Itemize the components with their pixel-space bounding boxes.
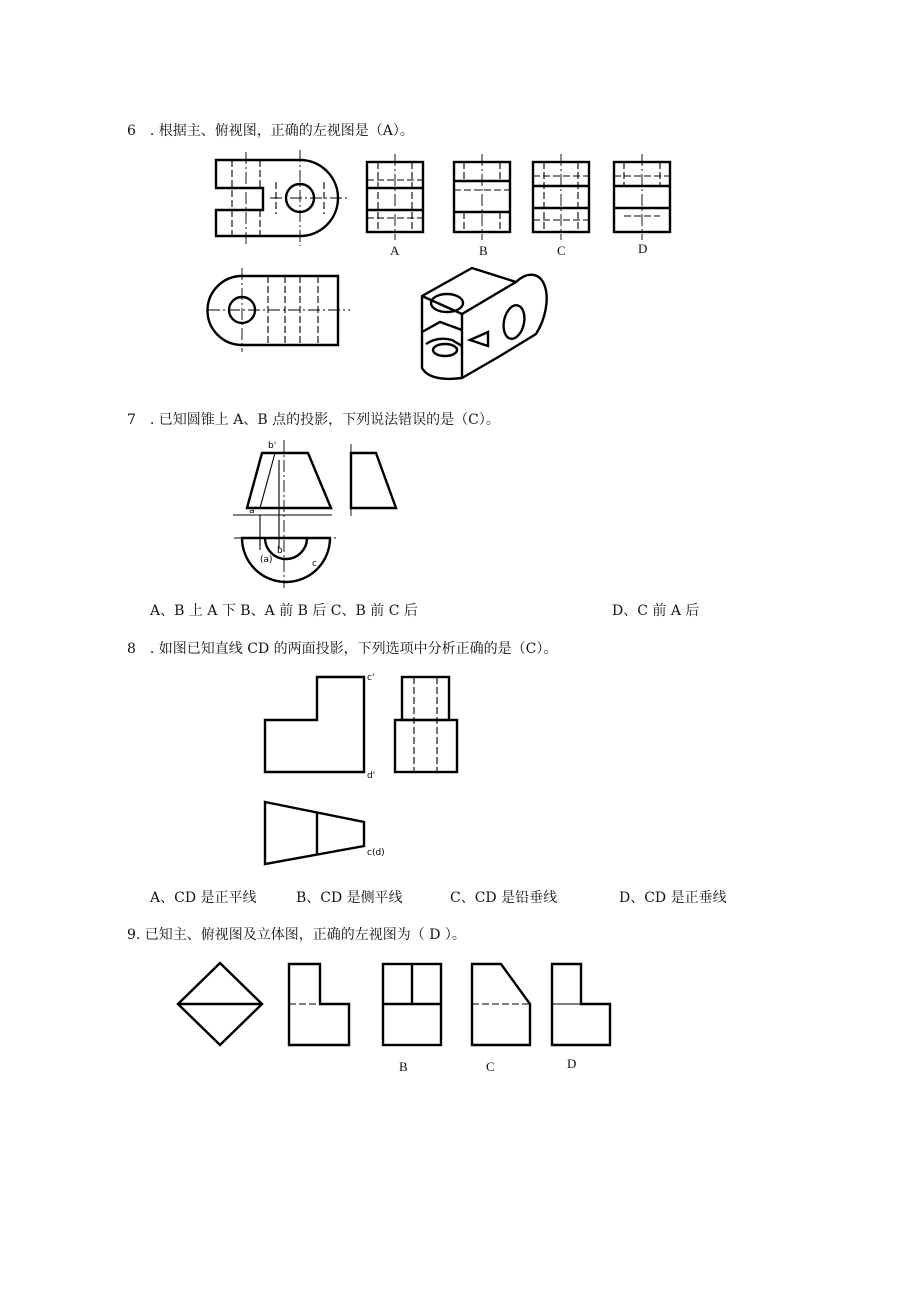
q8-option-d: D、CD 是正垂线 — [619, 890, 727, 906]
q7-front-view — [233, 440, 332, 588]
q6-front-view — [216, 150, 348, 246]
q8-label-c-prime: c' — [367, 673, 375, 683]
q6-question: 6 . 根据主、俯视图，正确的左视图是（A）。 — [127, 123, 414, 139]
q6-option-c-view — [533, 154, 589, 240]
q9-option-d-view — [552, 964, 610, 1045]
q8-option-b: B、CD 是侧平线 — [296, 890, 403, 906]
q9-option-b-view — [383, 964, 441, 1045]
q8-top-view — [265, 802, 385, 864]
q6-label-b: B — [479, 243, 488, 258]
q6-top-view — [208, 268, 350, 352]
q7-option-d: D、C 前 A 后 — [612, 603, 700, 619]
q7-label-c: c — [312, 559, 317, 569]
q8-side-view — [395, 677, 457, 772]
q7-top-view — [234, 538, 336, 582]
q6-option-a-view — [367, 154, 423, 240]
q7-label-a: (a) — [260, 555, 273, 565]
q6-label-a: A — [390, 243, 400, 258]
q6-option-b-view — [454, 154, 510, 240]
q8-option-a: A、CD 是正平线 — [150, 890, 257, 906]
q6-label-d: D — [638, 241, 648, 256]
q7-label-a-prime: a' — [249, 506, 257, 516]
q8-option-c: C、CD 是铅垂线 — [450, 890, 558, 906]
q8-front-view — [265, 673, 375, 781]
q7-options-left: A、B 上 A 下 B、A 前 B 后 C、B 前 C 后 — [150, 603, 418, 619]
q6-option-d-view — [614, 154, 670, 240]
q7-question: 7 . 已知圆锥上 A、B 点的投影，下列说法错误的是（C）。 — [127, 412, 500, 428]
q7-side-view — [351, 444, 396, 518]
q8-question: 8 . 如图已知直线 CD 的两面投影，下列选项中分析正确的是（C）。 — [127, 641, 558, 657]
q9-label-c: C — [486, 1059, 495, 1074]
q8-label-d-prime: d' — [367, 771, 376, 781]
q6-label-c: C — [557, 243, 566, 258]
q9-front-view — [178, 963, 262, 1045]
q8-label-cd: c(d) — [367, 848, 385, 858]
q7-label-b: b — [277, 546, 283, 556]
q9-label-b: B — [399, 1059, 408, 1074]
q6-isometric-solid — [422, 268, 547, 379]
q9-option-c-view — [472, 964, 530, 1045]
q9-question: 9. 已知主、俯视图及立体图，正确的左视图为（ D ）。 — [127, 927, 466, 943]
q9-label-d: D — [567, 1056, 577, 1071]
q7-label-b-prime: b' — [268, 441, 277, 451]
q9-option-a-view — [289, 964, 349, 1045]
